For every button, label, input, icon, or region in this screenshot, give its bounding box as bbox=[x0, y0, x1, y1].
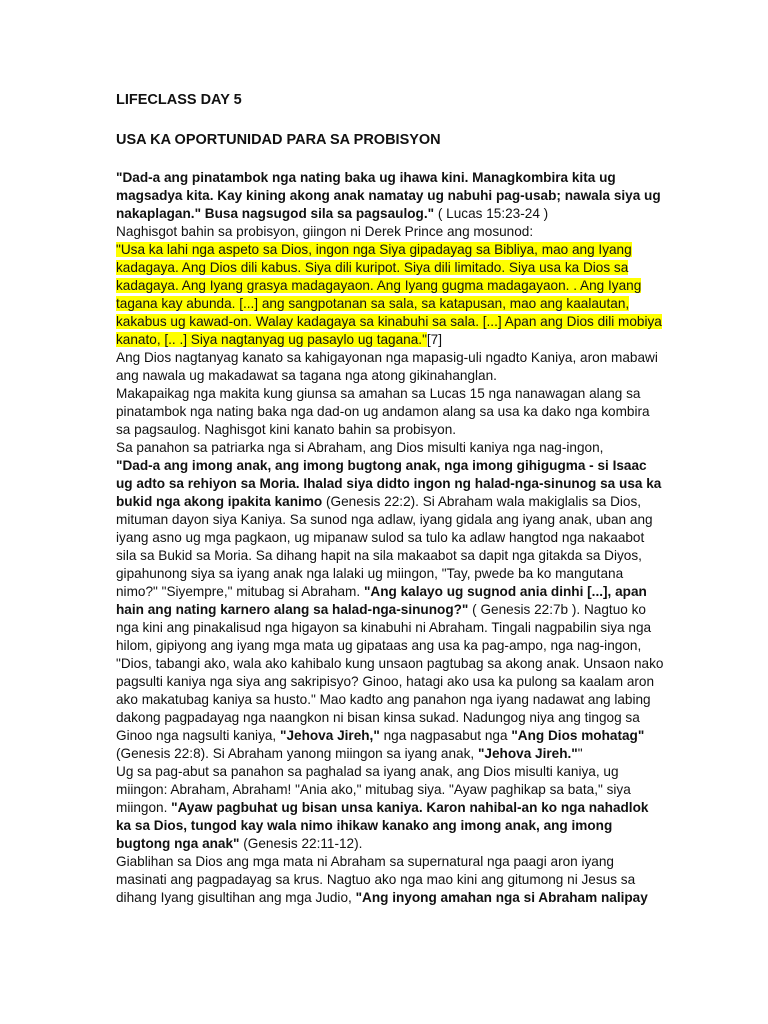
body-text: Giablihan sa Dios ang mga mata ni Abraham sa supernatural nga paagi aron iyang masinati ang pagpadayag sa krus. Nagtuo ako nga mao kini ang gitumong ni Jesus sa dihang Iyang gisultihan ang mga Judio, bbox=[116, 854, 636, 905]
body-text: ( Genesis 22:7b ). Nagtuo ko nga kini ang pinakalisud nga higayon sa kinabuhi ni Abraham. Tingali nagpabilin siya nga hilom, gipiyong ang iyang mga mata ug gipataas ang usa ka pag-ampo, nga nag-ingon, "Dios, tabangi ako, wala ako kahibalo kung unsaon pagtubag sa akong anak. Unsaon nako pagsulti kaniya nga siya ang sakripisyo? Ginoo, hatagi ako usa ka pulong sa kaalam aron ako makatubag kaniya sa husto." Mao kadto ang panahon nga iyang nadawat ang labing dakong pagpadayag nga naangkon ni bisan kinsa sukad. Nadungog niya ang tingog sa Ginoo nga nagsulti kaniya, bbox=[116, 602, 664, 743]
paragraph-1 bbox=[116, 169, 664, 223]
paragraph-2: Naghisgot bahin sa probisyon, giingon ni Derek Prince ang mosunod: bbox=[116, 224, 534, 239]
body-text: nga nagpasabut nga bbox=[379, 728, 512, 743]
highlighted-quote: "Usa ka lahi nga aspeto sa Dios, ingon nga Siya gipadayag sa Bibliya, mao ang Iyang kadagaya. Ang Dios dili kabus. Siya dili kuripot. Siya dili limitado. Siya usa ka Dios sa kadagaya. Ang Iyang grasya madagayaon. Ang Iyang gugma madagayaon. . Ang Iyang tagana kay abunda. [...] ang sangpotanan sa sala, sa katapusan, mao ang kaalautan, kakabus ug kawad-on. Walay kadagaya sa kinabuhi sa sala. [...] Apan ang Dios dili mobiya kanato, [.. .] Siya nagtanyag ug pasaylo ug tagana." bbox=[116, 242, 662, 347]
paragraph-6: Sa panahon sa patriarka nga si Abraham, ang Dios misulti kaniya nga nag-ingon, bbox=[116, 440, 604, 455]
body-text: Ug sa pag-abut sa panahon sa paghalad sa iyang anak, ang Dios misulti kaniya, ug miingon: Abraham, Abraham! "Ania ako," mitubag siya. "Ayaw paghikap sa bata," siya miingon. bbox=[116, 764, 631, 815]
bible-quote: "Ang kalayo ug sugnod ania dinhi [...], apan hain ang nating karnero alang sa halad-nga-sinunog?" bbox=[116, 584, 647, 617]
bible-quote: "Ang inyong amahan nga si Abraham nalipay bbox=[355, 890, 648, 905]
footnote-reference: [7] bbox=[426, 332, 443, 347]
paragraph-3 bbox=[116, 241, 664, 349]
paragraph-7 bbox=[116, 457, 664, 763]
bible-quote: "Jehova Jireh," bbox=[280, 728, 380, 743]
bible-quote: "Dad-a ang imong anak, ang imong bugtong anak, nga imong gihigugma - si Isaac ug adto sa rehiyon sa Moria. Ihalad siya didto ingon ng halad-nga-sinunog sa usa ka bukid nga akong ipakita kanimo bbox=[116, 458, 662, 509]
body-text: " bbox=[577, 746, 583, 761]
bible-quote: "Jehova Jireh." bbox=[477, 746, 578, 761]
document-title: LIFECLASS DAY 5 bbox=[116, 92, 242, 108]
bible-quote: "Ang Dios mohatag" bbox=[511, 728, 645, 743]
bible-reference: ( Lucas 15:23-24 ) bbox=[434, 206, 549, 221]
bible-quote: "Ayaw pagbuhat ug bisan unsa kaniya. Karon nahibal-an ko nga nahadlok ka sa Dios, tungod kay wala nimo ihikaw kanako ang imong anak, ang imong bugtong nga anak" bbox=[116, 800, 649, 851]
paragraph-8 bbox=[116, 763, 664, 853]
paragraph-4: Ang Dios nagtanyag kanato sa kahigayonan nga mapasig-uli ngadto Kaniya, aron mabawi ang nawala ug makadawat sa tagana nga atong gikinahanglan. bbox=[116, 350, 658, 383]
body-text: (Genesis 22:2). Si Abraham wala makiglalis sa Dios, mituman dayon siya Kaniya. Sa sunod nga adlaw, iyang gidala ang iyang anak, uban ang iyang asno ug mga pagkaon, ug mipanaw sulod sa tulo ka adlaw hangtod nga nakaabot sila sa Bukid sa Moria. Sa dihang hapit na sila makaabot sa dapit nga gitakda sa Diyos, gipahunong siya sa iyang anak nga lalaki ug miingon, "Tay, pwede ba ko mangutana nimo?" "Siyempre," mitubag si Abraham. bbox=[116, 494, 653, 599]
body-text: (Genesis 22:8). Si Abraham yanong miingon sa iyang anak, bbox=[116, 746, 478, 761]
paragraph-9 bbox=[116, 853, 664, 907]
body-text: (Genesis 22:11-12). bbox=[239, 836, 363, 851]
document-subtitle: USA KA OPORTUNIDAD PARA SA PROBISYON bbox=[116, 132, 441, 148]
bible-quote: "Dad-a ang pinatambok nga nating baka ug ihawa kini. Managkombira kita ug magsadya kita. Kay kining akong anak namatay ug nabuhi pag-usab; nawala siya ug nakaplagan." Busa nagsugod sila sa pagsaulog." bbox=[116, 170, 661, 221]
paragraph-5: Makapaikag nga makita kung giunsa sa amahan sa Lucas 15 nga nanawagan alang sa pinatambok nga nating baka nga dad-on ug andamon alang sa usa ka dako nga kombira sa pagsaulog. Naghisgot kini kanato bahin sa probisyon. bbox=[116, 386, 650, 437]
document-body bbox=[116, 91, 664, 907]
